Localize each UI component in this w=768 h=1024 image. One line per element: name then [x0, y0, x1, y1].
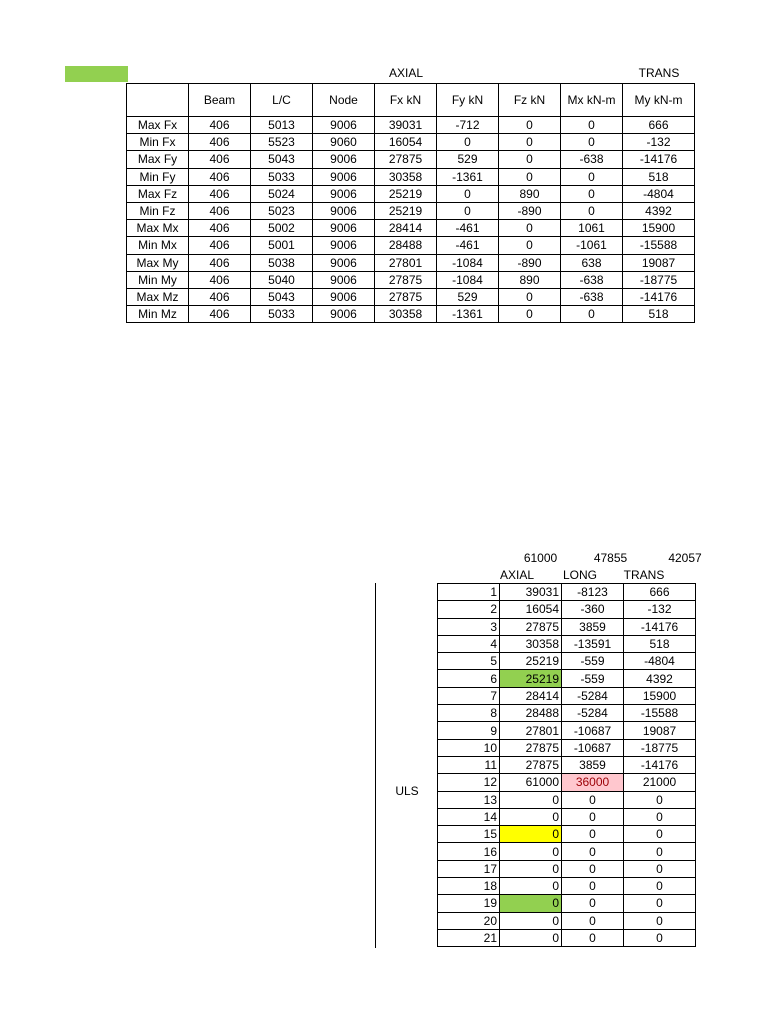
table-cell[interactable]: 9006 — [313, 117, 375, 134]
table-cell[interactable]: -1361 — [437, 306, 499, 323]
row-label-cell[interactable]: Max Fx — [127, 117, 189, 134]
long-cell[interactable]: 0 — [562, 878, 624, 895]
table-row — [438, 791, 696, 808]
row-number-cell[interactable]: 15 — [438, 826, 500, 843]
axial-cell[interactable]: 0 — [500, 878, 562, 895]
trans-cell[interactable]: -18775 — [624, 739, 696, 756]
table-cell[interactable]: -14176 — [623, 151, 695, 168]
table-row — [127, 306, 695, 323]
table-cell[interactable]: -461 — [437, 220, 499, 237]
long-cell[interactable]: -13591 — [562, 635, 624, 652]
table-cell[interactable]: 9006 — [313, 237, 375, 254]
table-row — [438, 895, 696, 912]
table-row — [438, 722, 696, 739]
table-cell[interactable]: 27875 — [375, 271, 437, 288]
axial-cell[interactable]: 25219 — [500, 653, 562, 670]
table-cell[interactable]: 0 — [561, 202, 623, 219]
axial-cell[interactable]: 27875 — [500, 739, 562, 756]
row-label-cell[interactable]: Min My — [127, 271, 189, 288]
table-cell[interactable]: 15900 — [623, 220, 695, 237]
uls-group-border — [375, 583, 376, 948]
axial-cell[interactable]: 25219 — [500, 670, 562, 687]
axial-cell[interactable]: 0 — [500, 929, 562, 946]
row-label-cell[interactable]: Min Fy — [127, 168, 189, 185]
trans-cell[interactable]: 0 — [624, 912, 696, 929]
table-cell[interactable]: 666 — [623, 117, 695, 134]
max-trans-value: 42057 — [668, 551, 702, 565]
table-row — [438, 687, 696, 704]
table-cell[interactable]: -4804 — [623, 185, 695, 202]
table-cell[interactable]: 9060 — [313, 134, 375, 151]
axial-cell[interactable]: 0 — [500, 808, 562, 825]
table-row — [127, 271, 695, 288]
table-cell[interactable]: 0 — [561, 168, 623, 185]
table-cell[interactable]: -638 — [561, 271, 623, 288]
trans-cell[interactable]: 0 — [624, 878, 696, 895]
long-cell[interactable]: -10687 — [562, 739, 624, 756]
table-row — [438, 808, 696, 825]
table-cell[interactable]: -1084 — [437, 271, 499, 288]
table-row — [127, 185, 695, 202]
max-long-value: 47855 — [593, 551, 628, 565]
row-number-cell[interactable]: 5 — [438, 653, 500, 670]
long-cell[interactable]: 3859 — [562, 618, 624, 635]
table-cell[interactable]: 9006 — [313, 151, 375, 168]
table-row — [127, 151, 695, 168]
table-cell[interactable]: -461 — [437, 237, 499, 254]
beam-forces-body — [127, 84, 695, 323]
trans-cell[interactable]: 0 — [624, 791, 696, 808]
table-cell[interactable]: 0 — [499, 220, 561, 237]
axial-cell[interactable]: 30358 — [500, 635, 562, 652]
table-cell[interactable]: 5033 — [251, 306, 313, 323]
row-label-cell[interactable]: Max Mx — [127, 220, 189, 237]
axial-cell[interactable]: 0 — [500, 843, 562, 860]
table-cell[interactable]: 1061 — [561, 220, 623, 237]
row-number-cell[interactable]: 11 — [438, 756, 500, 773]
trans-cell[interactable]: 0 — [624, 826, 696, 843]
row-number-cell[interactable]: 4 — [438, 635, 500, 652]
table-cell[interactable]: -1084 — [437, 254, 499, 271]
table-row — [127, 202, 695, 219]
beam-forces-table — [126, 83, 695, 323]
uls-combination-body — [438, 584, 696, 947]
table-cell[interactable]: 5001 — [251, 237, 313, 254]
long-cell[interactable]: 0 — [562, 826, 624, 843]
axial-cell[interactable]: 28488 — [500, 705, 562, 722]
table-cell[interactable]: 9006 — [313, 254, 375, 271]
table-cell[interactable]: 890 — [499, 271, 561, 288]
table-cell[interactable]: -132 — [623, 134, 695, 151]
table-row — [438, 618, 696, 635]
table-cell[interactable]: 0 — [499, 151, 561, 168]
row-number-cell[interactable]: 20 — [438, 912, 500, 929]
table-row — [438, 826, 696, 843]
table-cell[interactable]: 406 — [189, 271, 251, 288]
fz-header[interactable]: Fz kN — [499, 84, 561, 117]
row-number-cell[interactable]: 21 — [438, 929, 500, 946]
row-label-cell[interactable]: Max Mz — [127, 288, 189, 305]
table-cell[interactable]: 0 — [437, 185, 499, 202]
trans-cell[interactable]: 0 — [624, 843, 696, 860]
table-cell[interactable]: 406 — [189, 288, 251, 305]
table-cell[interactable]: 28488 — [375, 237, 437, 254]
long-cell[interactable]: -559 — [562, 670, 624, 687]
long-cell[interactable]: -360 — [562, 601, 624, 618]
table-row — [438, 756, 696, 773]
table-row — [438, 584, 696, 601]
table-cell[interactable]: 5038 — [251, 254, 313, 271]
fx-header[interactable]: Fx kN — [375, 84, 437, 117]
fy-header[interactable]: Fy kN — [437, 84, 499, 117]
beam-header[interactable]: Beam — [189, 84, 251, 117]
trans-cell[interactable]: 666 — [624, 584, 696, 601]
table-cell[interactable]: 16054 — [375, 134, 437, 151]
table-cell[interactable]: 5040 — [251, 271, 313, 288]
table-cell[interactable]: 406 — [189, 306, 251, 323]
table-cell[interactable]: 406 — [189, 134, 251, 151]
highlighted-cell[interactable] — [65, 66, 128, 82]
node-header[interactable]: Node — [313, 84, 375, 117]
axial-cell[interactable]: 39031 — [500, 584, 562, 601]
axial-cell[interactable]: 0 — [500, 826, 562, 843]
table-cell[interactable]: 25219 — [375, 185, 437, 202]
table-cell[interactable]: 5523 — [251, 134, 313, 151]
max-axial-value: 61000 — [523, 551, 558, 565]
table-cell[interactable]: 25219 — [375, 202, 437, 219]
table-cell[interactable]: 27875 — [375, 151, 437, 168]
long-cell[interactable]: -5284 — [562, 705, 624, 722]
table-cell[interactable]: 518 — [623, 168, 695, 185]
axial-cell[interactable]: 61000 — [500, 774, 562, 791]
row-label-cell[interactable]: Max Fz — [127, 185, 189, 202]
trans-group-label: TRANS — [638, 66, 680, 80]
table-cell[interactable]: 28414 — [375, 220, 437, 237]
row-label-cell[interactable]: Max My — [127, 254, 189, 271]
long-cell[interactable]: 36000 — [562, 774, 624, 791]
table-cell[interactable]: 406 — [189, 254, 251, 271]
long-cell[interactable]: 0 — [562, 929, 624, 946]
table-cell[interactable]: 406 — [189, 151, 251, 168]
table-cell[interactable]: 529 — [437, 151, 499, 168]
table-cell[interactable]: 9006 — [313, 288, 375, 305]
table-cell[interactable]: -712 — [437, 117, 499, 134]
axial-cell[interactable]: 0 — [500, 912, 562, 929]
my-header[interactable]: My kN-m — [623, 84, 695, 117]
table-cell[interactable]: 19087 — [623, 254, 695, 271]
axial-cell[interactable]: 16054 — [500, 601, 562, 618]
long-cell[interactable]: 0 — [562, 808, 624, 825]
table-cell[interactable]: 406 — [189, 117, 251, 134]
long-cell[interactable]: 0 — [562, 843, 624, 860]
axial-cell[interactable]: 0 — [500, 860, 562, 877]
table-cell[interactable]: 9006 — [313, 271, 375, 288]
row-label-cell[interactable]: Min Fz — [127, 202, 189, 219]
long-cell[interactable]: 0 — [562, 895, 624, 912]
axial-cell[interactable]: 0 — [500, 791, 562, 808]
table-cell[interactable]: 0 — [561, 117, 623, 134]
long-cell[interactable]: 0 — [562, 912, 624, 929]
trans-cell[interactable]: 0 — [624, 929, 696, 946]
table-cell[interactable]: 5024 — [251, 185, 313, 202]
axial-column-label: AXIAL — [499, 568, 535, 582]
table-cell[interactable]: 5002 — [251, 220, 313, 237]
trans-cell[interactable]: 0 — [624, 860, 696, 877]
table-row — [127, 237, 695, 254]
axial-cell[interactable]: 27875 — [500, 756, 562, 773]
table-cell[interactable]: -890 — [499, 254, 561, 271]
table-row — [127, 168, 695, 185]
table-cell[interactable]: 406 — [189, 202, 251, 219]
table-cell[interactable]: 39031 — [375, 117, 437, 134]
row-number-cell[interactable]: 1 — [438, 584, 500, 601]
table-cell[interactable]: -15588 — [623, 237, 695, 254]
table-row — [438, 912, 696, 929]
table-cell[interactable]: -1061 — [561, 237, 623, 254]
table-cell[interactable]: 0 — [499, 134, 561, 151]
uls-combination-table — [437, 583, 696, 947]
table-row — [438, 929, 696, 946]
row-number-cell[interactable]: 19 — [438, 895, 500, 912]
row-label-cell[interactable]: Max Fy — [127, 151, 189, 168]
table-cell[interactable]: 406 — [189, 185, 251, 202]
table-row — [438, 843, 696, 860]
header-row — [127, 84, 695, 117]
long-cell[interactable]: 0 — [562, 791, 624, 808]
long-cell[interactable]: 0 — [562, 860, 624, 877]
row-number-cell[interactable]: 2 — [438, 601, 500, 618]
table-cell[interactable]: 0 — [499, 288, 561, 305]
table-cell[interactable]: 5023 — [251, 202, 313, 219]
table-cell[interactable]: 5013 — [251, 117, 313, 134]
table-row — [127, 117, 695, 134]
table-cell[interactable]: 0 — [499, 306, 561, 323]
table-cell[interactable]: 30358 — [375, 168, 437, 185]
trans-cell[interactable]: 518 — [624, 635, 696, 652]
long-cell[interactable]: 3859 — [562, 756, 624, 773]
row-label-cell[interactable]: Min Fx — [127, 134, 189, 151]
row-number-cell[interactable]: 13 — [438, 791, 500, 808]
row-number-cell[interactable]: 8 — [438, 705, 500, 722]
table-cell[interactable]: 0 — [561, 134, 623, 151]
table-cell[interactable]: 30358 — [375, 306, 437, 323]
trans-cell[interactable]: 4392 — [624, 670, 696, 687]
axial-cell[interactable]: 28414 — [500, 687, 562, 704]
table-row — [438, 653, 696, 670]
table-cell[interactable]: -638 — [561, 151, 623, 168]
table-cell[interactable]: 4392 — [623, 202, 695, 219]
row-number-cell[interactable]: 16 — [438, 843, 500, 860]
table-cell[interactable]: 529 — [437, 288, 499, 305]
table-cell[interactable]: -638 — [561, 288, 623, 305]
trans-cell[interactable]: 21000 — [624, 774, 696, 791]
table-cell[interactable]: 27875 — [375, 288, 437, 305]
table-row — [127, 134, 695, 151]
table-cell[interactable]: 9006 — [313, 168, 375, 185]
table-cell[interactable]: 5043 — [251, 288, 313, 305]
table-row — [438, 878, 696, 895]
trans-cell[interactable]: -14176 — [624, 618, 696, 635]
trans-cell[interactable]: -132 — [624, 601, 696, 618]
mx-header[interactable]: Mx kN-m — [561, 84, 623, 117]
table-cell[interactable]: -14176 — [623, 288, 695, 305]
long-cell[interactable]: -10687 — [562, 722, 624, 739]
table-row — [438, 705, 696, 722]
axial-cell[interactable]: 27801 — [500, 722, 562, 739]
row-label-cell[interactable]: Min Mz — [127, 306, 189, 323]
table-cell[interactable]: 406 — [189, 168, 251, 185]
trans-cell[interactable]: 0 — [624, 895, 696, 912]
trans-cell[interactable]: -14176 — [624, 756, 696, 773]
trans-column-label: TRANS — [623, 568, 665, 582]
table-cell[interactable]: -18775 — [623, 271, 695, 288]
row-number-cell[interactable]: 10 — [438, 739, 500, 756]
table-cell[interactable]: 27801 — [375, 254, 437, 271]
corner-cell[interactable] — [127, 84, 189, 117]
table-cell[interactable]: 0 — [437, 202, 499, 219]
trans-cell[interactable]: 19087 — [624, 722, 696, 739]
table-cell[interactable]: 0 — [561, 306, 623, 323]
table-cell[interactable]: 9006 — [313, 202, 375, 219]
row-number-cell[interactable]: 17 — [438, 860, 500, 877]
table-cell[interactable]: 406 — [189, 237, 251, 254]
table-cell[interactable]: 0 — [499, 237, 561, 254]
table-row — [438, 739, 696, 756]
axial-group-label: AXIAL — [388, 66, 424, 80]
table-row — [438, 635, 696, 652]
table-cell[interactable]: 638 — [561, 254, 623, 271]
long-cell[interactable]: -5284 — [562, 687, 624, 704]
table-row — [127, 254, 695, 271]
table-cell[interactable]: 0 — [499, 117, 561, 134]
row-label-cell[interactable]: Min Mx — [127, 237, 189, 254]
row-number-cell[interactable]: 18 — [438, 878, 500, 895]
trans-cell[interactable]: 15900 — [624, 687, 696, 704]
row-number-cell[interactable]: 7 — [438, 687, 500, 704]
table-row — [127, 220, 695, 237]
table-cell[interactable]: 9006 — [313, 185, 375, 202]
long-cell[interactable]: -8123 — [562, 584, 624, 601]
table-cell[interactable]: 0 — [437, 134, 499, 151]
long-cell[interactable]: -559 — [562, 653, 624, 670]
axial-cell[interactable]: 27875 — [500, 618, 562, 635]
lc-header[interactable]: L/C — [251, 84, 313, 117]
axial-cell[interactable]: 0 — [500, 895, 562, 912]
row-number-cell[interactable]: 12 — [438, 774, 500, 791]
row-number-cell[interactable]: 14 — [438, 808, 500, 825]
row-number-cell[interactable]: 9 — [438, 722, 500, 739]
table-cell[interactable]: 406 — [189, 220, 251, 237]
table-row — [438, 601, 696, 618]
table-cell[interactable]: 518 — [623, 306, 695, 323]
row-number-cell[interactable]: 6 — [438, 670, 500, 687]
trans-cell[interactable]: -15588 — [624, 705, 696, 722]
long-column-label: LONG — [562, 568, 597, 582]
table-cell[interactable]: 0 — [561, 185, 623, 202]
table-cell[interactable]: -1361 — [437, 168, 499, 185]
table-row — [438, 860, 696, 877]
table-cell[interactable]: 9006 — [313, 306, 375, 323]
table-row — [438, 670, 696, 687]
table-cell[interactable]: 5043 — [251, 151, 313, 168]
table-row — [127, 288, 695, 305]
table-cell[interactable]: -890 — [499, 202, 561, 219]
row-number-cell[interactable]: 3 — [438, 618, 500, 635]
table-cell[interactable]: 9006 — [313, 220, 375, 237]
trans-cell[interactable]: 0 — [624, 808, 696, 825]
table-row — [438, 774, 696, 791]
uls-group-label: ULS — [395, 784, 419, 798]
trans-cell[interactable]: -4804 — [624, 653, 696, 670]
table-cell[interactable]: 5033 — [251, 168, 313, 185]
table-cell[interactable]: 890 — [499, 185, 561, 202]
table-cell[interactable]: 0 — [499, 168, 561, 185]
